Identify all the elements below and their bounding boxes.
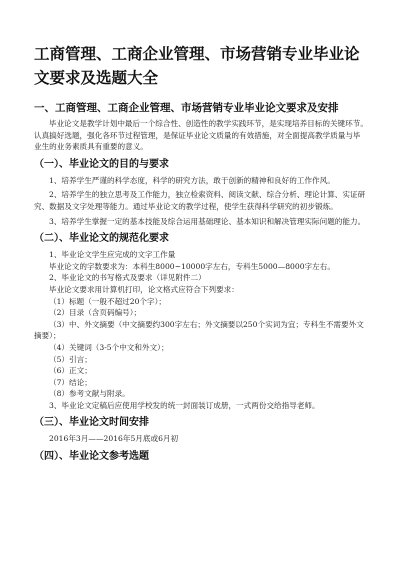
part-2-heading: （二）、毕业论文的规范化要求 bbox=[34, 233, 169, 245]
part-3-heading: （三）、毕业论文时间安排 bbox=[34, 417, 149, 429]
part-2-line-1: 1、毕业论文学生应完成的文字工作量 bbox=[49, 250, 176, 260]
format-item-6: （6）正文； bbox=[49, 366, 92, 376]
part-1-item-3: 3、培养学生掌握一定的基本技能及综合运用基础理论、基本知识和解决管理实际问题的能力。 bbox=[49, 216, 366, 226]
format-item-5: （5）引言； bbox=[49, 354, 92, 364]
part-1-item-1: 1、培养学生严谨的科学态度，科学的研究方法，敢于创新的精神和良好的工作作风。 bbox=[49, 175, 335, 185]
section-1-intro: 毕业论文是教学计划中最后一个综合性、创造性的教学实践环节，是实现培养目标的关键环节。认真搞好选题，强化各环节过程管理，是保证毕业论文质量的有效措施，对全面提高教学质量与毕业生的业务素质具有重要的意义。 bbox=[34, 119, 368, 152]
part-4-heading: （四）、毕业论文参考选题 bbox=[34, 451, 149, 463]
part-1-heading: （一）、毕业论文的目的与要求 bbox=[34, 158, 169, 170]
format-item-4: （4）关键词（3-5个中文和外文）； bbox=[49, 342, 169, 352]
section-1-heading: 一、工商管理、工商企业管理、市场营销专业毕业论文要求及安排 bbox=[34, 102, 339, 114]
format-item-2: （2）目录（含页码编号）； bbox=[49, 308, 142, 318]
part-1-item-2: 2、培养学生的独立思考及工作能力，独立检索资料、阅读文献、综合分析、理论计算、实证研究、数据及文字处理等能力。通过毕业论文的教学过程，使学生获得科学研究的初步锻炼。 bbox=[34, 190, 366, 211]
format-item-7: （7）结论； bbox=[49, 377, 92, 387]
format-item-1: （1）标题（一般不超过20个字）； bbox=[49, 296, 167, 306]
document-title: 工商管理、工商企业管理、市场营销专业毕业论文要求及选题大全 bbox=[34, 45, 360, 87]
part-2-line-5: 3、毕业论文定稿后应使用学校发的统一封面装订成册，一式两份交给指导老师。 bbox=[49, 400, 320, 410]
part-2-line-2: 毕业论文的字数要求为：本科生8000~10000字左右，专科生5000—8000字左右。 bbox=[49, 261, 335, 271]
format-item-3: （3）中、外文摘要（中文摘要约300字左右；外文摘要以250个实词为宜；专科生不需要外文摘要）； bbox=[34, 319, 364, 341]
part-2-line-4: 毕业论文要求用计算机打印，论文格式应符合下列要求： bbox=[49, 284, 239, 294]
part-2-line-3: 2、毕业论文的书写格式及要求（详见附件二） bbox=[49, 273, 206, 283]
format-item-8: （8）参考文献与附录。 bbox=[49, 389, 130, 399]
part-3-schedule: 2016年3月——2016年5月底或6月初 bbox=[49, 434, 179, 444]
